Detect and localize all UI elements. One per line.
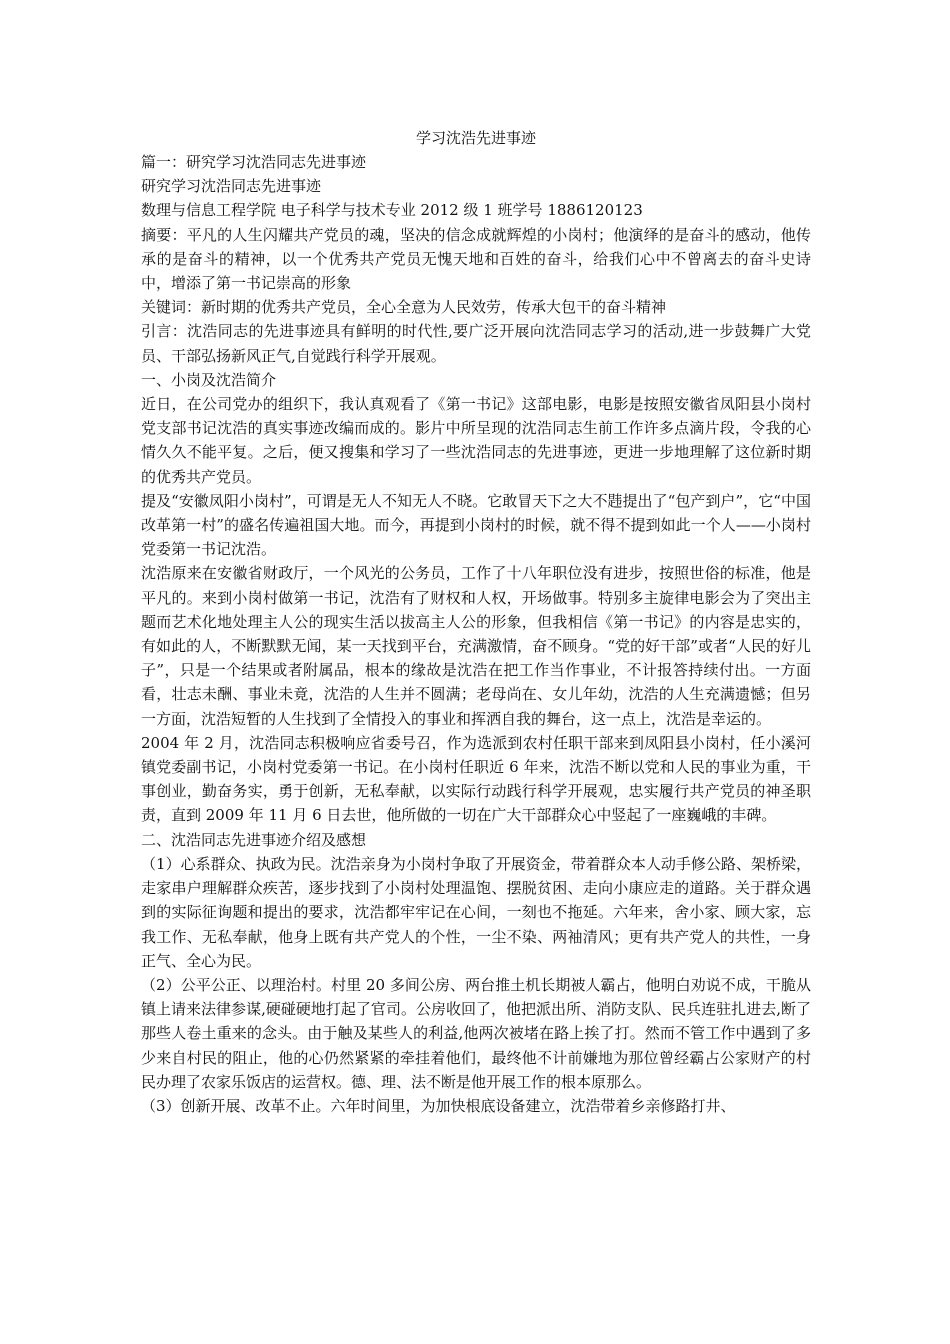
paragraph-body: 近日，在公司党办的组织下，我认真观看了《第一书记》这部电影，电影是按照安徽省凤阳县小岗村党支部书记沈浩的真实事迹改编而成的。影片中所呈现的沈浩同志生前工作许多点滴片段，令我的心情久久不能平复。之后，便又搜集和学习了一些沈浩同志的先进事迹，更进一步地理解了这位新时期的优秀共产党员。	[141, 395, 811, 486]
section-heading-2: 二、沈浩同志先进事迹介绍及感想	[141, 830, 367, 849]
paragraph-introduction: 引言：沈浩同志的先进事迹具有鲜明的时代性,要广泛开展向沈浩同志学习的活动,进一步鼓舞广大党员、干部弘扬新风正气,自觉践行科学开展观。	[141, 322, 811, 365]
paragraph-heading-1: 篇一：研究学习沈浩同志先进事迹	[141, 153, 367, 171]
paragraph-body: （3）创新开展、改革不止。六年时间里，为加快根底设备建立，沈浩带着乡亲修路打井、	[141, 1096, 736, 1115]
paragraph-subtitle: 研究学习沈浩同志先进事迹	[141, 177, 322, 196]
document-body	[141, 150, 811, 1118]
paragraph-body: 沈浩原来在安徽省财政厅，一个风光的公务员，工作了十八年职位没有进步，按照世俗的标准，他是平凡的。来到小岗村做第一书记，沈浩有了财权和人权，开场做事。特别多主旋律电影会为了突出主题而艺术化地处理主人公的现实生活以拔高主人公的形象，但我相信《第一书记》的内容是忠实的，有如此的人，不断默默无闻，某一天找到平台，充满激情，奋不顾身。“党的好干部”或者“人民的好儿子”，只是一个结果或者附属品，根本的缘故是沈浩在把工作当作事业，不计报答持续付出。一方面看，壮志未酬、事业未竟，沈浩的人生并不圆满；老母尚在、女儿年幼，沈浩的人生充满遗憾；但另一方面，沈浩短暂的人生找到了全情投入的事业和挥洒自我的舞台，这一点上，沈浩是幸运的。	[141, 564, 811, 728]
paragraph-body: 2004 年 2 月，沈浩同志积极响应省委号召，作为选派到农村任职干部来到凤阳县小岗村，任小溪河镇党委副书记，小岗村党委第一书记。在小岗村任职近 6 年来，沈浩不断以党和人民的事业为重，干事创业，勤奋务实，勇于创新，无私奉献，以实际行动践行科学开展观，忠实履行共产党员的神圣职责，直到 2009 年 11 月 6 日去世，他所做的一切在广大干部群众心中竖起了一座巍峨的丰碑。	[141, 733, 811, 825]
document-page	[141, 126, 811, 1118]
paragraph-keywords: 关键词：新时期的优秀共产党员，全心全意为人民效劳，传承大包干的奋斗精神	[141, 298, 667, 317]
paragraph-body: （1）心系群众、执政为民。沈浩亲身为小岗村争取了开展资金，带着群众本人动手修公路、架桥梁，走家串户理解群众疾苦，逐步找到了小岗村处理温饱、摆脱贫困、走向小康应走的道路。关于群众遇到的实际征询题和提出的要求，沈浩都牢牢记在心间，一刻也不拖延。六年来，舍小家、顾大家，忘我工作、无私奉献，他身上既有共产党人的个性，一尘不染、两袖清风；更有共产党人的共性，一身正气、全心为民。	[141, 854, 811, 970]
paragraph-body: 提及“安徽凤阳小岗村”，可谓是无人不知无人不晓。它敢冒天下之大不韪提出了“包产到户”，它“中国改革第一村”的盛名传遍祖国大地。而今，再提到小岗村的时候，就不得不提到如此一个人——小岗村党委第一书记沈浩。	[141, 491, 811, 559]
document-title: 学习沈浩先进事迹	[415, 129, 536, 147]
section-heading-1: 一、小岗及沈浩简介	[141, 370, 277, 389]
paragraph-body: （2）公平公正、以理治村。村里 20 多间公房、两台推土机长期被人霸占，他明白劝说不成，干脆从镇上请来法律参谋,硬碰硬地打起了官司。公房收回了，他把派出所、消防支队、民兵连驻扎进去,断了那些人卷土重来的念头。由于触及某些人的利益,他两次被堵在路上挨了打。然而不管工作中遇到了多少来自村民的阻止，他的心仍然紧紧的牵挂着他们，最终他不计前嫌地为那位曾经霸占公家财产的村民办理了农家乐饭店的运营权。德、理、法不断是他开展工作的根本原那么。	[141, 975, 811, 1091]
paragraph-author-info: 数理与信息工程学院 电子科学与技术专业 2012 级 1 班学号 1886120123	[141, 201, 643, 220]
paragraph-abstract: 摘要：平凡的人生闪耀共产党员的魂，坚决的信念成就辉煌的小岗村；他演绎的是奋斗的感动，他传承的是奋斗的精神，以一个优秀共产党员无愧天地和百姓的奋斗，给我们心中不曾离去的奋斗史诗中，增添了第一书记崇高的形象	[141, 225, 811, 293]
